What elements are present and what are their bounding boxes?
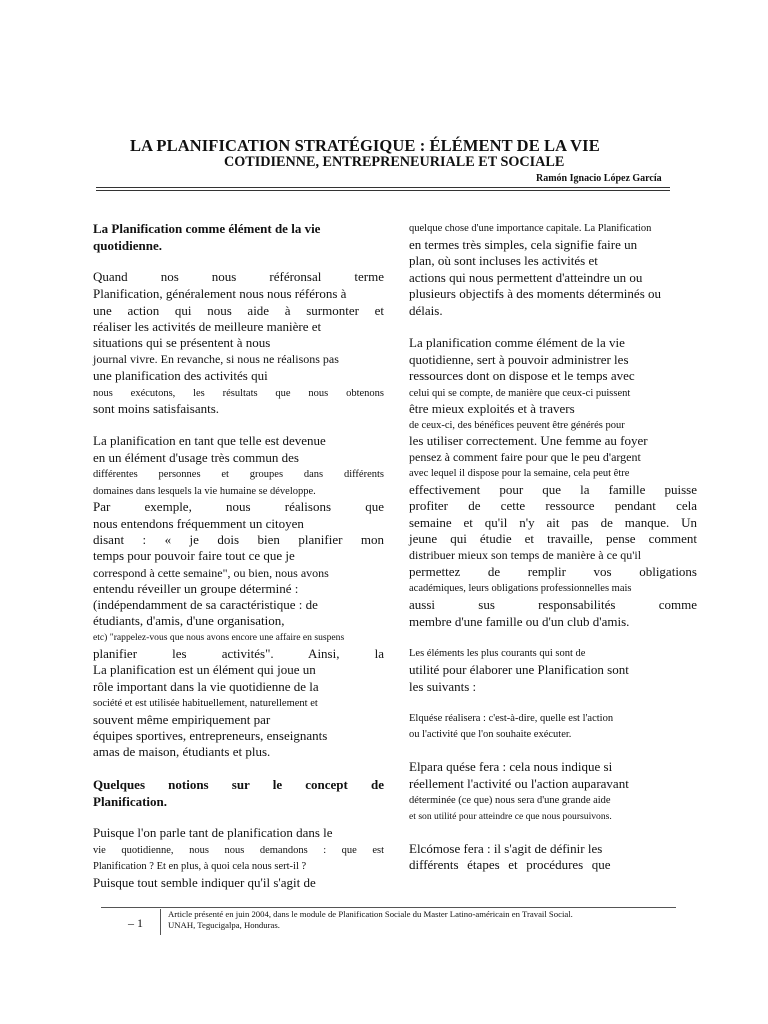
text-line: plan, où sont incluses les activités et <box>409 253 598 268</box>
text-line: nous entendons fréquemment un citoyen <box>93 516 304 531</box>
text-line: quelque chose d'une importance capitale. La Planification <box>409 223 652 234</box>
text-line: Elcómose fera : il s'agit de définir les <box>409 841 603 856</box>
text-line: sont moins satisfaisants. <box>93 401 220 416</box>
text-line: actions qui nous permettent d'atteindre un ou <box>409 270 643 285</box>
text-line: domaines dans lesquels la vie humaine se développe. <box>93 486 316 497</box>
header-divider <box>96 187 670 191</box>
text-line: Elpara quése fera : cela nous indique si <box>409 759 613 774</box>
text-line: différents étapes et procédures que <box>409 857 611 872</box>
text-line: vie quotidienne, nous nous demandons : que est <box>93 845 384 856</box>
text-line: une planification des activités qui <box>93 368 268 383</box>
text-line: société et est utilisée habituellement, naturellement et <box>93 698 318 709</box>
text-line: académiques, leurs obligations professionnelles mais <box>409 583 632 594</box>
text-line: en un élément d'usage très commun des <box>93 450 299 465</box>
text-line: La planification comme élément de la vie <box>409 335 625 350</box>
text-line: différentes personnes et groupes dans différents <box>93 469 384 480</box>
footnote-line: UNAH, Tegucigalpa, Honduras. <box>168 920 280 930</box>
text-line: journal vivre. En revanche, si nous ne réalisons pas <box>93 352 339 366</box>
text-line: avec lequel il dispose pour la semaine, cela peut être <box>409 468 630 479</box>
text-line: correspond à cette semaine", ou bien, nous avons <box>93 566 329 580</box>
document-title-line-1: LA PLANIFICATION STRATÉGIQUE : ÉLÉMENT DE LA VIE <box>130 136 600 155</box>
text-line: réaliser les activités de meilleure manière et <box>93 319 322 334</box>
text-line: souvent même empiriquement par <box>93 712 271 727</box>
text-line: pensez à comment faire pour que le peu d'argent <box>409 450 641 464</box>
footnote-line: Article présenté en juin 2004, dans le module de Planification Sociale du Master Latino-américain en Travail Social. <box>168 909 573 919</box>
text-line: jeune qui étudie et travaille, pense comment <box>409 531 697 546</box>
text-line: plusieurs objectifs à des moments déterminés ou <box>409 286 662 301</box>
section-heading: Quelques notions sur le concept de <box>93 777 384 792</box>
text-line: les utiliser correctement. Une femme au foyer <box>409 433 648 448</box>
text-line: temps pour pouvoir faire tout ce que je <box>93 548 295 563</box>
text-line: ou l'activité que l'on souhaite exécuter. <box>409 729 572 740</box>
text-line: planifier les activités". Ainsi, la <box>93 646 384 661</box>
text-line: Quand nos nous référonsal terme <box>93 269 384 284</box>
text-line: rôle important dans la vie quotidienne de la <box>93 679 319 694</box>
section-heading: La Planification comme élément de la vie <box>93 221 321 236</box>
section-heading: quotidienne. <box>93 238 162 253</box>
author-name: Ramón Ignacio López García <box>536 173 662 184</box>
footnote <box>168 909 668 931</box>
text-line: délais. <box>409 303 443 318</box>
text-line: Puisque l'on parle tant de planification dans le <box>93 825 333 840</box>
text-line: permettez de remplir vos obligations <box>409 564 697 579</box>
text-line: Par exemple, nous réalisons que <box>93 499 384 514</box>
text-line: disant : « je dois bien planifier mon <box>93 532 384 547</box>
text-line: semaine et qu'il n'y ait pas de manque. Un <box>409 515 697 530</box>
text-line: une action qui nous aide à surmonter et <box>93 303 384 318</box>
text-line: aussi sus responsabilités comme <box>409 597 697 612</box>
text-line: en termes très simples, cela signifie faire un <box>409 237 638 252</box>
text-line: quotidienne, sert à pouvoir administrer les <box>409 352 629 367</box>
document-title-line-2: COTIDIENNE, ENTREPRENEURIALE ET SOCIALE <box>224 154 565 170</box>
text-line: distribuer mieux son temps de manière à ce qu'il <box>409 548 642 562</box>
page-number: – 1 <box>128 916 143 930</box>
text-line: Planification, généralement nous nous référons à <box>93 286 347 301</box>
text-line: déterminée (ce que) nous sera d'une grande aide <box>409 795 611 806</box>
text-line: situations qui se présentent à nous <box>93 335 271 350</box>
text-line: ressources dont on dispose et le temps avec <box>409 368 635 383</box>
text-line: celui qui se compte, de manière que ceux-ci puissent <box>409 388 631 399</box>
text-line: de ceux-ci, des bénéfices peuvent être générés pour <box>409 420 625 431</box>
text-line: être mieux exploités et à travers <box>409 401 575 416</box>
text-line: étudiants, d'amis, d'une organisation, <box>93 613 285 628</box>
text-line: et son utilité pour atteindre ce que nous poursuivons. <box>409 811 612 822</box>
text-line: nous exécutons, les résultats que nous obtenons <box>93 388 384 399</box>
text-line: équipes sportives, entrepreneurs, enseignants <box>93 728 328 743</box>
footer-separator <box>160 909 161 935</box>
text-line: La planification en tant que telle est devenue <box>93 433 326 448</box>
text-line: effectivement pour que la famille puisse <box>409 482 697 497</box>
text-line: Elquése réalisera : c'est-à-dire, quelle est l'action <box>409 713 614 724</box>
text-line: etc) "rappelez-vous que nous avons encore une affaire en suspens <box>93 632 345 643</box>
text-line: Les éléments les plus courants qui sont de <box>409 648 586 659</box>
text-line: (indépendamment de sa caractéristique : de <box>93 597 318 612</box>
text-line: amas de maison, étudiants et plus. <box>93 744 271 759</box>
text-line: réellement l'activité ou l'action auparavant <box>409 776 629 791</box>
text-line: entendu réveiller un groupe déterminé : <box>93 581 299 596</box>
text-line: les suivants : <box>409 679 477 694</box>
text-line: Planification ? Et en plus, à quoi cela nous sert-il ? <box>93 861 307 872</box>
text-line: utilité pour élaborer une Planification sont <box>409 662 629 677</box>
text-line: La planification est un élément qui joue un <box>93 662 316 677</box>
footer-divider <box>101 907 676 908</box>
section-heading: Planification. <box>93 794 168 809</box>
text-line: profiter de cette ressource pendant cela <box>409 498 697 513</box>
text-line: membre d'une famille ou d'un club d'amis. <box>409 614 630 629</box>
text-line: Puisque tout semble indiquer qu'il s'agit de <box>93 875 316 890</box>
